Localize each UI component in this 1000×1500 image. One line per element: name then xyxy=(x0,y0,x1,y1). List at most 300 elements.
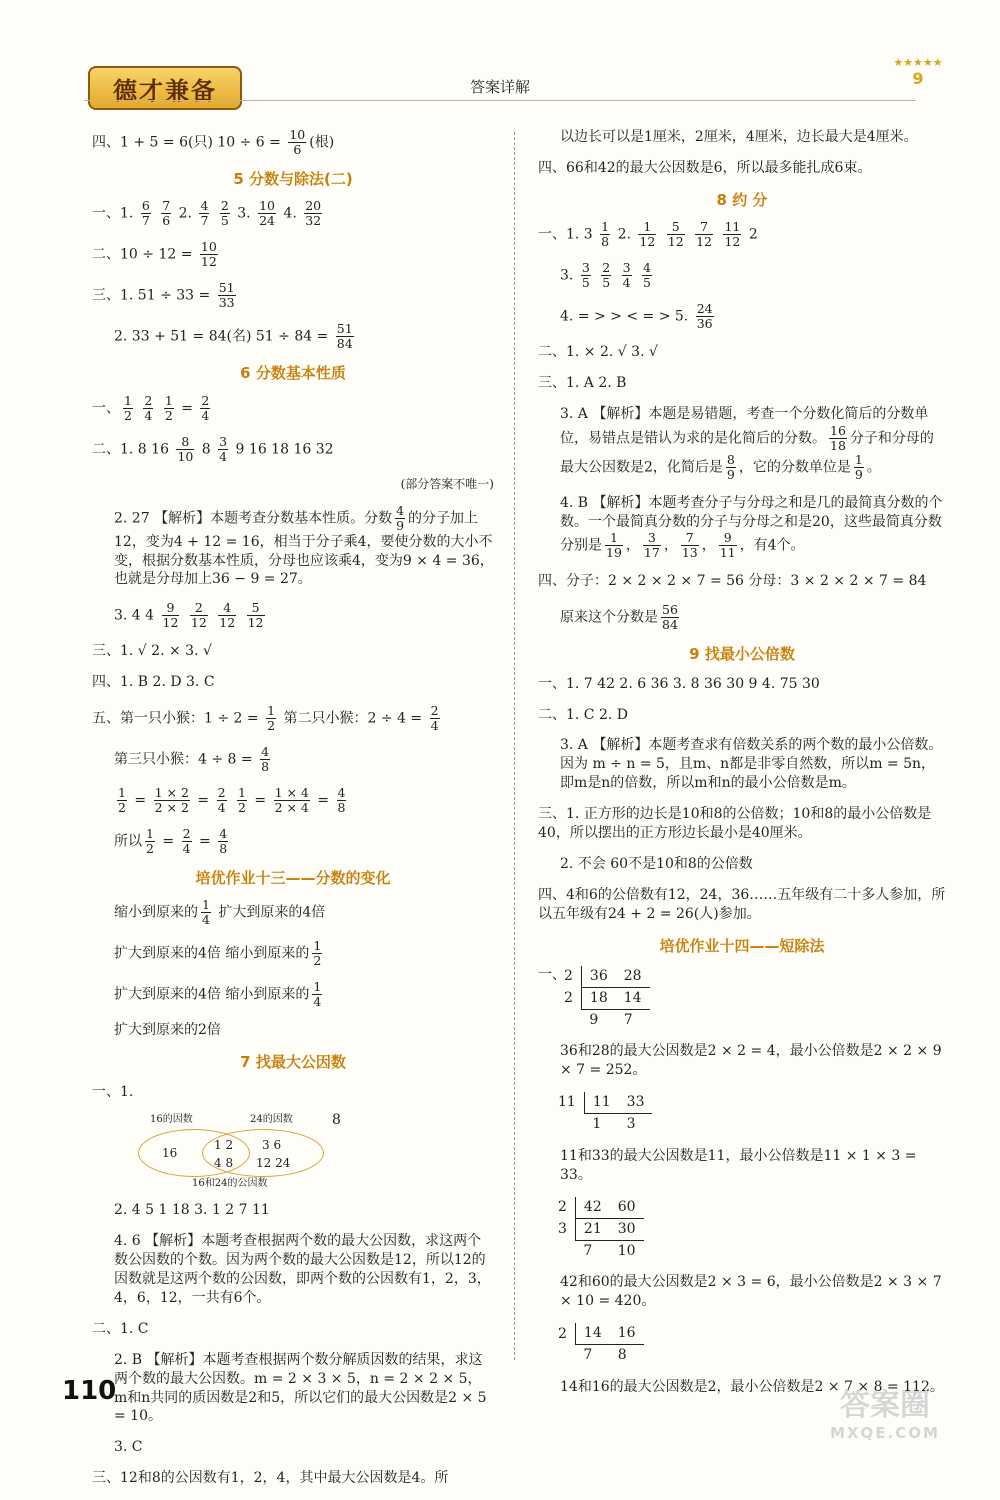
division-cell: 2 xyxy=(558,1325,567,1342)
text-run: 42和60的最大公因数是2 × 3 = 6，最小公倍数是2 × 3 × 7 × 10 = 420。 xyxy=(560,1274,942,1310)
answer-line xyxy=(538,302,946,331)
answer-line xyxy=(92,1201,494,1220)
answer-line xyxy=(538,374,946,393)
fraction xyxy=(143,394,153,423)
fraction xyxy=(164,394,174,423)
fraction xyxy=(667,220,685,249)
text-run xyxy=(154,206,158,222)
text-run: 2. 27 【解析】本题考查分数基本性质。分数 xyxy=(114,510,393,527)
text-run: 原来这个分数是 xyxy=(560,609,658,626)
fraction xyxy=(601,261,611,290)
fraction-numerator: 4 xyxy=(200,198,209,214)
division-cell: 14 xyxy=(575,1323,609,1344)
fraction-numerator: 1 xyxy=(267,703,276,719)
fraction xyxy=(218,827,228,856)
item-prefix: 一、 xyxy=(538,966,566,983)
text-run: ，它的分数单位是 xyxy=(738,459,851,476)
fraction-denominator: 9 xyxy=(854,466,863,482)
text-run: 二、1. 8 16 xyxy=(92,441,174,457)
division-cell: 11 xyxy=(558,1094,576,1111)
fraction-numerator: 1 xyxy=(605,531,623,546)
fraction-denominator: 12 xyxy=(162,615,179,631)
fraction xyxy=(218,281,236,310)
text-run: 的分子加上12，变为4 + 12 = 16，相当于分子乘4，要使分数的大小不变，根据分数基本性质，分母也应该乘4，变为9 × 4 = 36，也就是分母加上36 − 9 = 27。 xyxy=(114,510,494,588)
fraction-numerator: 10 xyxy=(259,198,275,214)
short-division-table xyxy=(556,966,650,1031)
text-run: 3. A 【解析】本题考查求有倍数关系的两个数的最小公倍数。因为 m ÷ n = 5，且m、n都是非零自然数，所以m = 5n，即m是n的倍数，所以m和n的最小公倍数是m。 xyxy=(560,737,943,792)
fraction xyxy=(430,704,440,733)
fraction-denominator: 36 xyxy=(696,316,713,332)
division-cell: 21 xyxy=(575,1218,609,1240)
page-number: 110 xyxy=(62,1376,117,1406)
division-cell: 28 xyxy=(616,966,650,987)
fraction-numerator: 4 xyxy=(218,601,236,616)
star-badge-icon: ★★★★★ 9 xyxy=(893,56,943,88)
fraction-numerator: 3 xyxy=(219,433,228,449)
text-run: 3. C xyxy=(114,1439,143,1456)
fraction-numerator: 2 xyxy=(182,826,191,842)
fraction-numerator: 5 xyxy=(247,601,265,616)
text-run: 扩大到原来的4倍 缩小到原来的 xyxy=(114,986,310,1003)
venn-label-24: 24的因数 xyxy=(250,1114,293,1126)
division-row xyxy=(550,1345,644,1366)
fraction-numerator: 20 xyxy=(305,198,322,214)
fraction-numerator: 1 × 2 xyxy=(154,785,189,801)
fraction-numerator: 6 xyxy=(141,198,150,214)
fraction xyxy=(123,394,133,423)
text-run: 3. xyxy=(232,205,256,222)
left-column xyxy=(92,128,494,1500)
fraction-numerator: 51 xyxy=(336,321,353,337)
division-row xyxy=(550,1240,644,1261)
venn-only-24-2: 12 24 xyxy=(256,1156,291,1171)
fraction-numerator: 3 xyxy=(622,260,631,276)
text-run: 14和16的最大公因数是2，最小公倍数是2 × 7 × 8 = 112。 xyxy=(560,1379,944,1396)
fraction xyxy=(176,435,194,464)
text-run: 分子和分母的最大公因数是2，化简后是 xyxy=(560,430,934,476)
answer-line xyxy=(92,1351,494,1427)
fraction-denominator: 33 xyxy=(218,295,235,311)
fraction xyxy=(218,435,228,464)
division-cell xyxy=(556,1009,581,1030)
fraction xyxy=(200,394,210,423)
text-run: 2. B 【解析】本题考查根据两个数分解质因数的结果，求这两个数的最大公因数。m = 2 × 3 × 5，n = 2 × 2 × 5，m和n共同的质因数是2和5，所以它们的最大公因数是2 × 5 = 10。 xyxy=(114,1351,487,1425)
division-cell: 60 xyxy=(610,1197,644,1218)
fraction-numerator: 24 xyxy=(696,301,713,317)
division-cell: 16 xyxy=(610,1323,644,1344)
answer-line xyxy=(92,827,494,856)
text-run: 四、1. B 2. D 3. C xyxy=(92,674,215,691)
fraction-numerator: 10 xyxy=(200,239,217,255)
fraction-numerator: 3 xyxy=(581,260,590,276)
fraction-numerator: 9 xyxy=(162,601,180,616)
answer-line xyxy=(538,405,946,482)
text-run: = xyxy=(249,792,271,809)
short-division-table xyxy=(550,1092,652,1135)
fraction-denominator: 12 xyxy=(247,615,264,631)
division-cell: 2 xyxy=(564,989,573,1006)
fraction xyxy=(643,531,661,560)
text-run: ，有4个。 xyxy=(739,537,805,554)
fraction-denominator: 2 xyxy=(146,841,154,857)
fraction xyxy=(288,128,306,157)
fraction xyxy=(337,786,347,815)
text-run: ， xyxy=(625,537,640,554)
fraction xyxy=(395,504,405,533)
text-run: = xyxy=(192,792,214,809)
answer-line xyxy=(92,504,494,590)
fraction-numerator: 1 xyxy=(146,826,154,842)
text-run: 以边长可以是1厘米，2厘米，4厘米，边长最大是4厘米。 xyxy=(560,129,918,145)
fraction-numerator: 56 xyxy=(662,602,678,618)
fraction-denominator: 6 xyxy=(162,213,171,229)
answer-line xyxy=(538,220,946,249)
venn-bottom-label: 16和24的公因数 xyxy=(192,1178,268,1190)
division-cell: 8 xyxy=(617,1347,627,1364)
division-row xyxy=(556,966,650,987)
fraction-denominator: 6 xyxy=(293,142,302,157)
text-run xyxy=(156,400,160,416)
text-run: 所以 xyxy=(114,833,142,850)
text-run: ， xyxy=(663,537,678,554)
text-run: 四、分子：2 × 2 × 2 × 7 = 56 分母：3 × 2 × 2 × 7 = 84 xyxy=(538,573,927,590)
venn-only-16: 16 xyxy=(162,1146,178,1161)
text-run: 一、 xyxy=(92,400,120,416)
fraction xyxy=(258,199,276,228)
fraction-denominator: 12 xyxy=(696,234,713,250)
text-run: 3. A 【解析】本题是易错题，考查一个分数化简后的分数单位，易错点是错认为求的是化简后的分数。 xyxy=(560,405,929,447)
text-run xyxy=(688,227,692,243)
fraction-denominator: 12 xyxy=(639,234,656,250)
section-heading: 6 分数基本性质 xyxy=(240,364,346,383)
text-run: 2. 33 + 51 = 84(名) 51 ÷ 84 = xyxy=(114,328,333,345)
fraction-numerator: 2 xyxy=(190,601,208,616)
fraction-numerator: 1 xyxy=(313,979,322,995)
answer-line xyxy=(92,1021,494,1040)
division-cell: 7 xyxy=(623,1011,633,1028)
header-rule xyxy=(84,100,916,101)
fraction-denominator: 4 xyxy=(219,448,228,464)
fraction-denominator: 2 xyxy=(313,953,322,969)
fraction-denominator: 84 xyxy=(662,617,678,633)
fraction xyxy=(237,786,247,815)
text-run: = xyxy=(312,792,334,809)
text-run: 扩大到原来的4倍 缩小到原来的 xyxy=(114,945,310,962)
text-run: = xyxy=(194,833,216,850)
answer-line xyxy=(538,736,946,793)
short-division xyxy=(538,1092,946,1135)
fraction-denominator: 2 xyxy=(118,800,126,816)
fraction-numerator: 3 xyxy=(643,531,661,546)
fraction xyxy=(220,199,230,228)
text-run: 扩大到原来的2倍 xyxy=(114,1022,221,1039)
fraction-denominator: 2 × 2 xyxy=(154,800,189,816)
fraction-numerator: 7 xyxy=(681,531,699,546)
fraction xyxy=(854,453,864,482)
fraction-numerator: 1 xyxy=(313,938,322,954)
short-division xyxy=(538,966,946,1031)
fraction xyxy=(581,261,591,290)
fraction-numerator: 1 xyxy=(202,897,210,913)
answer-line xyxy=(538,261,946,290)
text-run xyxy=(182,608,186,624)
section-heading: 5 分数与除法(二) xyxy=(233,170,353,188)
text-run: = xyxy=(157,833,179,850)
text-run: 36和28的最大公因数是2 × 2 = 4，最小公倍数是2 × 2 × 9 × 7 = 252。 xyxy=(560,1043,942,1079)
fraction xyxy=(723,220,741,249)
text-run: 。 xyxy=(866,459,881,476)
fraction xyxy=(154,786,190,815)
fraction xyxy=(190,601,208,630)
answer-line xyxy=(92,601,494,630)
fraction-denominator: 19 xyxy=(606,545,622,561)
fraction-denominator: 4 xyxy=(313,994,322,1010)
text-run xyxy=(594,268,598,284)
text-run: (根) xyxy=(309,134,335,151)
fraction-numerator: 5 xyxy=(667,220,685,235)
fraction-numerator: 4 xyxy=(643,260,651,276)
answer-line xyxy=(92,642,494,661)
text-run: = xyxy=(176,400,198,416)
fraction-numerator: 1 × 4 xyxy=(274,785,309,801)
fraction-denominator: 2 xyxy=(267,718,276,734)
fraction xyxy=(661,603,679,632)
division-cell: 3 xyxy=(626,1116,636,1133)
answer-line xyxy=(92,786,494,815)
fraction-numerator: 1 xyxy=(124,392,132,408)
fraction-numerator: 2 xyxy=(220,198,229,214)
fraction-denominator: 2 xyxy=(124,407,132,423)
text-run: 8 xyxy=(197,441,216,457)
fraction-numerator: 10 xyxy=(289,127,306,142)
fraction-numerator: 2 xyxy=(201,392,210,408)
fraction-numerator: 8 xyxy=(726,451,735,467)
division-cell xyxy=(550,1114,584,1135)
text-run: 4. B 【解析】本题考查分子与分母之和是几的最简真分数的个数。一个最简真分数的分子与分母之和是20，这些最简真分数分别是 xyxy=(560,494,943,554)
fraction-denominator: 5 xyxy=(220,213,229,229)
text-run: 三、1. √ 2. × 3. √ xyxy=(92,643,212,660)
fraction xyxy=(266,704,276,733)
fraction-denominator: 84 xyxy=(336,336,353,352)
answer-line xyxy=(92,281,494,310)
fraction-denominator: 2 xyxy=(164,407,173,423)
division-cell: 2 xyxy=(564,968,573,985)
fraction-denominator: 5 xyxy=(581,275,590,291)
fraction-numerator: 4 xyxy=(337,785,346,801)
division-cell: 30 xyxy=(610,1218,644,1240)
fraction xyxy=(141,199,151,228)
division-cell: 7 xyxy=(583,1347,593,1364)
fraction-numerator: 1 xyxy=(854,451,863,467)
fraction-denominator: 9 xyxy=(396,517,405,533)
fraction xyxy=(696,302,714,331)
fraction-numerator: 7 xyxy=(695,220,713,235)
fraction-numerator: 1 xyxy=(118,785,126,801)
text-run: 四、1 + 5 = 6(只) 10 ÷ 6 = xyxy=(92,134,286,151)
fraction-denominator: 11 xyxy=(719,545,736,561)
answer-note: (部分答案不唯一) xyxy=(400,476,494,491)
text-run: 9 16 18 16 32 xyxy=(231,441,334,457)
fraction xyxy=(719,531,737,560)
text-run: 四、66和42的最大公因数是6，所以最多能扎成6束。 xyxy=(538,159,872,176)
text-run: 三、1. A 2. B xyxy=(538,374,627,391)
section-heading: 9 找最小公倍数 xyxy=(689,645,795,664)
answer-line xyxy=(538,494,946,561)
answer-line xyxy=(92,673,494,692)
fraction xyxy=(695,220,713,249)
fraction-denominator: 8 xyxy=(337,800,346,816)
fraction xyxy=(622,261,632,290)
division-row xyxy=(550,1323,644,1344)
text-run: 3. 4 4 xyxy=(114,607,159,624)
text-run xyxy=(716,227,720,243)
fraction xyxy=(312,980,322,1009)
text-run xyxy=(212,206,216,222)
division-cell: 11 xyxy=(584,1092,618,1113)
fraction xyxy=(161,199,171,228)
text-run: 二、1. C xyxy=(92,1320,149,1337)
fraction-numerator: 4 xyxy=(396,502,405,518)
fraction-denominator: 2 × 4 xyxy=(274,800,309,816)
division-row xyxy=(550,1197,644,1218)
text-run: 2. 不会 60不是10和8的公倍数 xyxy=(560,855,753,872)
fraction xyxy=(336,322,354,351)
text-run: 五、第一只小猴：1 ÷ 2 = xyxy=(92,710,264,727)
fraction xyxy=(199,199,209,228)
book-logo: 德才兼备 xyxy=(88,66,242,110)
fraction-numerator: 2 xyxy=(602,260,611,276)
fraction xyxy=(162,601,180,630)
fraction-denominator: 4 xyxy=(201,407,210,423)
fraction xyxy=(201,898,211,927)
fraction xyxy=(642,261,652,290)
answer-line xyxy=(92,199,494,228)
division-cell: 10 xyxy=(617,1242,636,1259)
text-run: 第二只小猴：2 ÷ 4 = xyxy=(279,710,427,727)
fraction-numerator: 11 xyxy=(724,219,741,235)
fraction-denominator: 9 xyxy=(726,466,735,482)
answer-line xyxy=(538,343,946,362)
text-run: 2. 4 5 1 18 3. 1 2 7 11 xyxy=(114,1202,270,1219)
venn-common-1: 1 2 xyxy=(214,1138,234,1153)
text-run xyxy=(211,608,215,624)
answer-line xyxy=(92,939,494,968)
answer-line xyxy=(92,322,494,351)
fraction-denominator: 12 xyxy=(724,234,741,250)
fraction xyxy=(117,786,127,815)
fraction xyxy=(217,786,227,815)
division-row xyxy=(550,1218,644,1240)
fraction-numerator: 1 xyxy=(164,392,173,408)
division-cell: 14 xyxy=(616,987,650,1009)
answer-line xyxy=(538,1273,946,1311)
section-heading: 8 约 分 xyxy=(716,190,768,209)
division-cell: 42 xyxy=(575,1197,609,1218)
division-cell xyxy=(550,1240,575,1261)
text-run: 11和33的最大公因数是11，最小公倍数是11 × 1 × 3 = 33。 xyxy=(560,1148,917,1183)
answer-line xyxy=(538,675,946,694)
division-row xyxy=(556,987,650,1009)
division-cell: 33 xyxy=(619,1092,653,1113)
text-run: 2 xyxy=(744,226,758,243)
text-run: 第三只小猴：4 ÷ 8 = xyxy=(114,751,258,768)
fraction xyxy=(600,220,610,249)
fraction xyxy=(247,601,265,630)
fraction xyxy=(605,531,623,560)
answer-line xyxy=(92,128,494,157)
fraction-denominator: 12 xyxy=(667,234,684,250)
text-run xyxy=(659,227,663,243)
answer-line xyxy=(92,435,494,464)
fraction xyxy=(638,220,656,249)
text-run: 一、1. 3 xyxy=(538,226,598,243)
fraction-numerator: 4 xyxy=(261,744,270,760)
answer-line xyxy=(92,1232,494,1308)
text-run: ， xyxy=(701,537,716,554)
fraction-numerator: 16 xyxy=(830,422,846,438)
fraction-denominator: 4 xyxy=(217,800,226,816)
answer-line xyxy=(92,1083,494,1102)
text-run: 4. = > > < = > 5. xyxy=(560,308,693,325)
text-run: = xyxy=(129,792,151,809)
fraction-denominator: 8 xyxy=(261,759,270,775)
fraction-numerator: 1 xyxy=(638,220,656,235)
answer-line xyxy=(92,394,494,423)
answer-line xyxy=(538,159,946,178)
watermark-logo: 答案圈 MXQE.COM xyxy=(830,1388,940,1442)
venn-label-16: 16的因数 xyxy=(150,1114,193,1126)
section-heading: 培优作业十四——短除法 xyxy=(659,936,825,955)
text-run: 二、10 ÷ 12 = xyxy=(92,246,197,263)
venn-side-answer: 8 xyxy=(332,1112,341,1129)
fraction-numerator: 7 xyxy=(162,198,171,214)
fraction-numerator: 1 xyxy=(237,785,246,801)
text-run: 2. xyxy=(613,226,636,243)
text-run: 4. 6 【解析】本题考查根据两个数的最大公因数，求这两个数公因数的个数。因为两个数的最大公因数是12，所以12的因数就是这两个数的公因数，即两个数的公因数有1，2，3，4，6，12，一共有6个。 xyxy=(114,1233,491,1306)
answer-line xyxy=(92,1469,494,1488)
short-division xyxy=(538,1197,946,1262)
section-heading: 培优作业十三——分数的变化 xyxy=(195,869,391,888)
fraction-denominator: 12 xyxy=(190,615,207,631)
fraction-numerator: 2 xyxy=(144,392,153,408)
fraction-denominator: 4 xyxy=(430,718,439,734)
fraction-denominator: 2 xyxy=(237,800,246,816)
division-cell: 7 xyxy=(583,1242,593,1259)
fraction xyxy=(182,827,192,856)
answer-line xyxy=(538,805,946,843)
answer-line xyxy=(538,1042,946,1080)
fraction-numerator: 9 xyxy=(719,531,737,546)
fraction xyxy=(200,240,218,269)
division-cell: 2 xyxy=(558,1199,567,1216)
text-run: 缩小到原来的 xyxy=(114,904,198,921)
text-run xyxy=(230,793,234,809)
answer-line xyxy=(538,855,946,874)
fraction-denominator: 4 xyxy=(202,912,210,928)
fraction-denominator: 32 xyxy=(305,213,322,229)
fraction-denominator: 5 xyxy=(643,275,651,291)
answer-line xyxy=(538,886,946,924)
fraction-denominator: 7 xyxy=(200,213,209,229)
fraction-denominator: 17 xyxy=(643,545,660,561)
fraction-numerator: 2 xyxy=(217,785,226,801)
division-cell: 1 xyxy=(592,1116,602,1133)
fraction xyxy=(260,745,270,774)
text-run xyxy=(635,268,639,284)
fraction-denominator: 12 xyxy=(200,254,217,270)
fraction-denominator: 4 xyxy=(144,407,153,423)
fraction-denominator: 7 xyxy=(141,213,150,229)
